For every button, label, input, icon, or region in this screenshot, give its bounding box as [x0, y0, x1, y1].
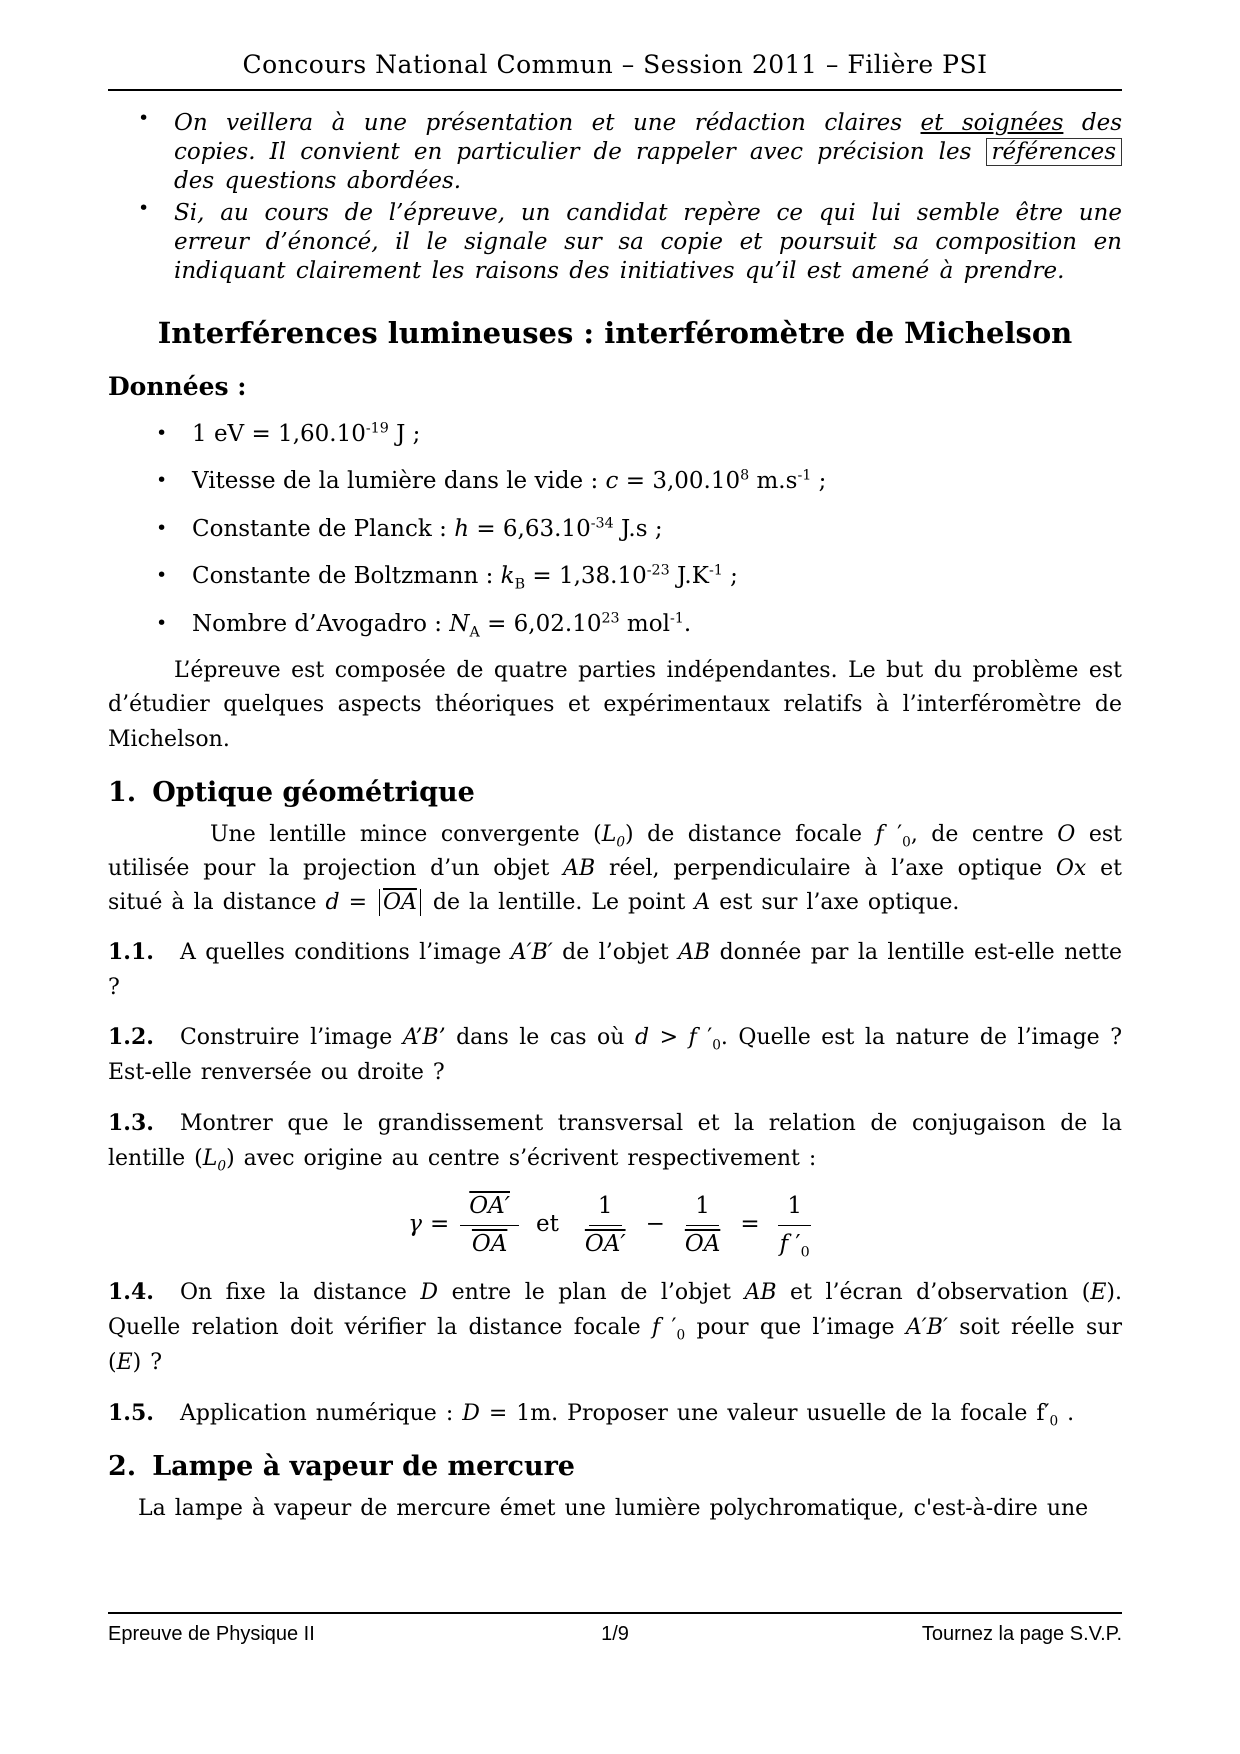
equals-sign: =: [430, 1211, 450, 1238]
fraction-one-over-oa-prime: [576, 1190, 635, 1260]
header-rule: [108, 89, 1122, 91]
donnees-item-text: Constante de Boltzmann : $k_B = 1,38.10^{-23}$ $J.K^{-1}$ ;: [192, 562, 738, 593]
donnees-item: [108, 417, 1122, 452]
question-1-2: [108, 1020, 1122, 1091]
question-text: Montrer que le grandissement transversal et la relation de conjugaison de la lentille $(L_0)$ avec origine au centre s’écrivent respectivement :: [108, 1110, 1122, 1175]
notice-item: [108, 196, 1122, 286]
bullet-icon: •: [156, 469, 168, 492]
question-text: On fixe la distance D entre le plan de l’objet AB et l’écran d’observation (E). Quelle relation doit vérifier la distance focale f $'_0$ pour que l’image A′B′ soit réelle sur (E) ?: [108, 1280, 1123, 1375]
notice-text: On veillera à une présentation et une rédaction claires et soignées des copies. Il convient en particulier de rappeler avec précision les références des questions abordées.: [174, 110, 1123, 194]
bullet-icon: •: [138, 196, 150, 219]
bullet-icon: •: [138, 107, 150, 129]
oa-prime-overlined: OA′: [469, 1193, 510, 1220]
conjugation-formula: [108, 1190, 1122, 1260]
fraction-one-over-oa: [676, 1190, 729, 1260]
intro-paragraph: L’épreuve est composée de quatre parties indépendantes. Le but du problème est d’étudier quelques aspects théoriques et expérimentaux relatifs à l’interféromètre de Michelson.: [108, 658, 1122, 752]
question-number: 1.5.: [108, 1399, 154, 1426]
question-1-3: [108, 1106, 1122, 1177]
footer-exam-name: Epreuve de Physique II: [108, 1623, 315, 1645]
donnees-item-text: Constante de Planck : $h = 6,63.10^{-34}$ J.s ;: [192, 515, 663, 542]
fraction-denominator: f $'_0$: [779, 1231, 810, 1262]
donnees-list: [108, 417, 1122, 642]
donnees-item-text: Vitesse de la lumière dans le vide : $c = 3,00.10^8$ $m.s^{-1}$ ;: [192, 467, 827, 495]
gamma-symbol: γ: [408, 1211, 423, 1238]
oa-overlined: OA: [471, 1231, 508, 1258]
fraction-denominator: [463, 1226, 516, 1260]
minus-sign: −: [645, 1211, 665, 1238]
footer-turn-page: Tournez la page S.V.P.: [921, 1623, 1122, 1645]
header-title: Concours National Commun – Session 2011 – Filière PSI: [242, 50, 988, 79]
fraction-numerator: 1: [686, 1190, 719, 1226]
question-number: 1.3.: [108, 1109, 154, 1136]
bullet-icon: •: [156, 421, 168, 444]
section-label: Lampe à vapeur de mercure: [152, 1451, 575, 1483]
fraction-denominator: [676, 1226, 729, 1260]
page-title: Interférences lumineuses : interféromètre de Michelson: [157, 315, 1073, 350]
question-number: 1.4.: [108, 1279, 154, 1306]
question-number: 1.1.: [108, 938, 154, 965]
question-text: Application numérique : D = 1m. Proposer une valeur usuelle de la focale $f'_0$ .: [179, 1400, 1075, 1430]
donnees-item-text: 1 eV = $1,60.10^{-19}$ J ;: [192, 420, 421, 447]
donnees-item: [108, 464, 1122, 499]
closing-paragraph: La lampe à vapeur de mercure émet une lumière polychromatique, c'est-à-dire une: [138, 1496, 1089, 1522]
fraction-numerator: [460, 1190, 519, 1226]
donnees-item: [108, 512, 1122, 547]
donnees-item-text: Nombre d’Avogadro : $N_A = 6,02.10^{23}$ mol$^{-1}$.: [192, 610, 692, 641]
oa-overlined: OA: [684, 1231, 721, 1258]
donnees-item: [108, 607, 1122, 642]
question-1-4: [108, 1275, 1122, 1380]
equals-sign: =: [740, 1211, 760, 1238]
question-text: A quelles conditions l’image A′B′ de l’objet AB donnée par la lentille est-elle nette ?: [108, 939, 1122, 1000]
question-number: 1.2.: [108, 1024, 154, 1051]
section-label: Optique géométrique: [152, 776, 475, 808]
fraction-numerator: 1: [778, 1190, 811, 1226]
page-footer: [108, 1612, 1122, 1646]
et-word: et: [536, 1211, 559, 1238]
section-1-heading: [108, 777, 1122, 808]
section-number: 1.: [108, 776, 137, 808]
section-1-intro-paragraph: Une lentille mince convergente $(L_0)$ de distance focale f $'_0$, de centre O est utilisée pour la projection d’un objet AB réel, perpendiculaire à l’axe optique Ox et situé à la distance $d = \overline{OA}$ de la lentille. Le point A est sur l’axe optique.: [108, 821, 1122, 915]
footer-page-number: 1/9: [601, 1623, 629, 1645]
donnees-item: [108, 559, 1122, 594]
notice-text: Si, au cours de l’épreuve, un candidat repère ce qui lui semble être une erreur d’énoncé, il le signale sur sa copie et poursuit sa composition en indiquant clairement les raisons des initiatives qu’il est amené à prendre.: [174, 199, 1122, 284]
bullet-icon: •: [156, 564, 168, 587]
notice-list: [108, 109, 1122, 286]
section-2-heading: [108, 1451, 1122, 1482]
fraction-numerator: 1: [589, 1190, 622, 1226]
question-1-1: [108, 935, 1122, 1006]
section-number: 2.: [108, 1451, 137, 1483]
notice-item: [108, 109, 1122, 196]
question-text: Construire l’image A’B’ dans le cas où d > f $'_0$. Quelle est la nature de l’image ? Est-elle renversée ou droite ?: [108, 1025, 1122, 1086]
fraction-denominator: [576, 1226, 635, 1260]
bullet-icon: •: [156, 516, 168, 539]
oa-prime-overlined: OA′: [584, 1231, 626, 1258]
donnees-heading: Données :: [108, 371, 247, 401]
question-1-5: [108, 1396, 1122, 1432]
fraction-magnification: [460, 1190, 519, 1260]
fraction-one-over-focal: [771, 1190, 819, 1260]
bullet-icon: •: [156, 611, 168, 634]
